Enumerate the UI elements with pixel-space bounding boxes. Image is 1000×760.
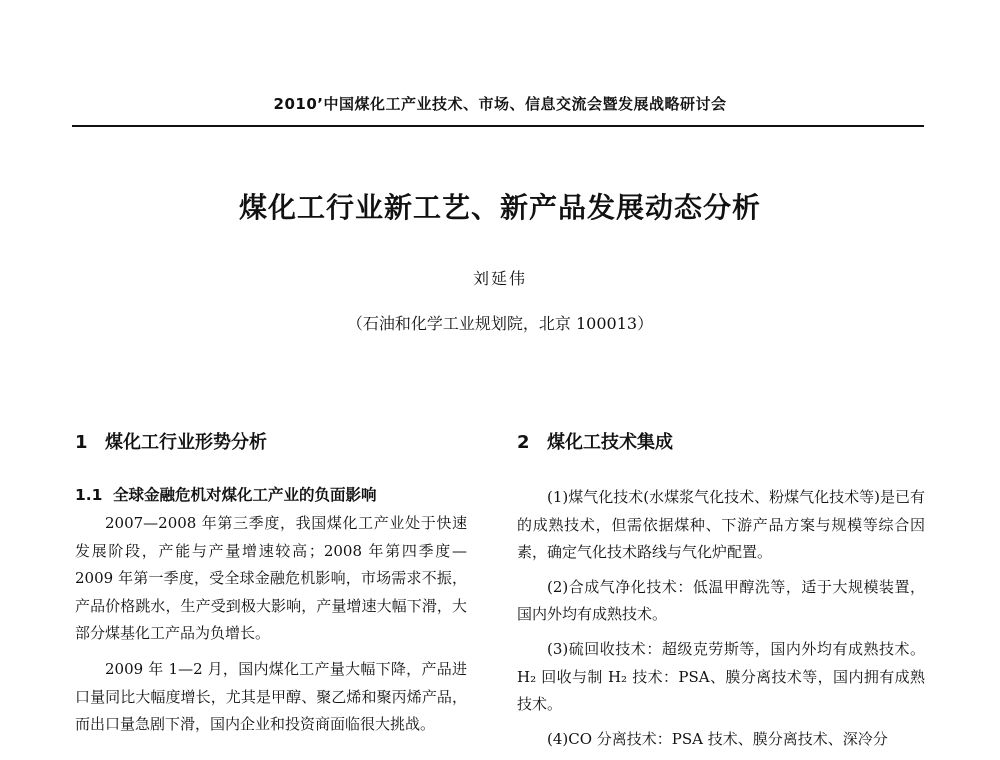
header-rule [72, 125, 924, 127]
paragraph: (4)CO 分离技术：PSA 技术、膜分离技术、深冷分 [547, 729, 888, 748]
paper-title: 煤化工行业新工艺、新产品发展动态分析 [238, 191, 761, 224]
paragraph: 2007—2008 年第三季度，我国煤化工产业处于快速发展阶段，产能与产量增速较高；2008 年第四季度—2009 年第一季度，受全球金融危机影响，市场需求不振，产品价格跳水，生产受到极大影响，产量增速大幅下滑，大部分煤基化工产品为负增长。 [75, 514, 467, 643]
section-number: 2 [517, 432, 530, 453]
paragraph: (2)合成气净化技术：低温甲醇洗等，适于大规模装置，国内外均有成熟技术。 [517, 577, 925, 624]
paragraph: (1)煤气化技术(水煤浆气化技术、粉煤气化技术等)是已有的成熟技术，但需依据煤种、下游产品方案与规模等综合因素，确定气化技术路线与气化炉配置。 [517, 488, 925, 562]
section-number: 1 [75, 432, 88, 453]
left-column [75, 430, 467, 747]
section-heading-1 [75, 430, 467, 456]
section-heading-2 [517, 430, 925, 456]
subsection-number: 1.1 [75, 486, 103, 504]
subsection-title: 全球金融危机对煤化工产业的负面影响 [113, 486, 377, 504]
section-title: 煤化工行业形势分析 [105, 432, 267, 453]
right-column [517, 430, 925, 760]
paragraph: (3)硫回收技术：超级克劳斯等，国内外均有成熟技术。H₂ 回收与制 H₂ 技术：PSA、膜分离技术等，国内拥有成熟技术。 [517, 639, 925, 714]
section-title: 煤化工技术集成 [547, 432, 673, 453]
running-header: 2010’中国煤化工产业技术、市场、信息交流会暨发展战略研讨会 [273, 95, 727, 113]
paragraph: 2009 年 1—2 月，国内煤化工产量大幅下降，产品进口量同比大幅度增长，尤其是甲醇、聚乙烯和聚丙烯产品，而出口量急剧下滑，国内企业和投资商面临很大挑战。 [75, 659, 467, 734]
author-affiliation: （石油和化学工业规划院，北京 100013） [346, 314, 654, 333]
subsection-heading-1-1 [75, 484, 467, 506]
author-name: 刘延伟 [472, 269, 527, 288]
